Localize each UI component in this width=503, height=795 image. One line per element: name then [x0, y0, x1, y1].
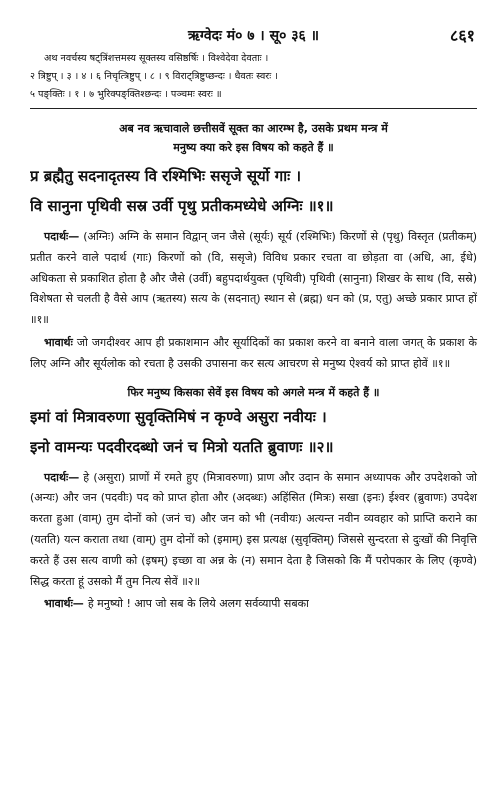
hymn-metadata — [30, 50, 477, 104]
padartha-paragraph — [30, 227, 477, 331]
mantra-line: वि सानुना पृथिवी सस्र उर्वी पृथु प्रतीकमध्येधे अग्निः ॥१॥ — [30, 197, 334, 215]
mantra-line: इनो वामन्यः पदवीरदब्धो जनं च मित्रो यतति ब्रुवाणः ॥२॥ — [30, 437, 334, 456]
padartha-text: हे (असुरा) प्राणों में रमते हुए (मित्रावरुणा) प्राण और उदान के समान अध्यापक और उपदेशको जो (अन्यः) और जन (पदवीः) पद को प्राप्त होता और (अदब्धः) अहिंसित (मित्रः) सखा (इनः) ईश्वर (ब्रुवाणः) उपदेश करता हुआ (वाम्) तुम दोनों को (जनं च) और जन को भी (नवीयः) अत्यन्त नवीन व्यवहार को प्राप्ति कराने का (यतति) यत्न कराता तथा (वाम्) तुम दोनों को (इमाम्) इस प्रत्यक्ष (सुवृक्तिम्) जिससे सुन्दरता से दुःखों की निवृत्ति करते हैं उस सत्य वाणी को (इषम्) इच्छा वा अन्न के (न) समान देता है जिसको कि मैं परोपकार के लिए (कृण्वे) सिद्ध करता हूं उसको मैं तुम नित्य सेवें ॥२॥ — [30, 470, 477, 588]
metadata-line: ५ पङ्क्तिः । १ । ७ भुरिक्पङ्क्तिश्छन्दः । पञ्चमः स्वरः ॥ — [30, 89, 222, 100]
metadata-line: २ त्रिष्टुप् । ३ । ४ । ६ निचृत्त्रिष्टुप् । ८ । ९ विराट्त्रिष्टुप्छन्दः । धैवतः स्वरः । — [30, 71, 278, 82]
bhavartha-paragraph — [30, 594, 477, 615]
mantra-line: इमां वां मित्रावरुणा सुवृक्तिमिषं न कृण्वे असुरा नवीयः । — [30, 407, 327, 426]
page-header — [30, 22, 477, 50]
running-title: ऋग्वेदः मं० ७ । सू० ३६ ॥ — [187, 28, 320, 44]
intro-line: मनुष्य क्या करे इस विषय को कहते हैं ॥ — [173, 141, 334, 154]
intro-line: फिर मनुष्य किसका सेवें इस विषय को अगले मन्त्र में कहते हैं ॥ — [127, 385, 380, 399]
bhavartha-text: हे मनुष्यो ! आप जो सब के लिये अलग सर्वव्यापी सबका — [87, 597, 309, 611]
page-number: ८६१ — [450, 26, 475, 45]
bhavartha-text: जो जगदीश्वर आप ही प्रकाशमान और सूर्यादिकों का प्रकाश करने वा बनाने वाला जगत् के प्रकाश के लिए अग्नि और सूर्यलोक को रचता है उसकी उपासना कर सत्य आचरण से मनुष्य ऐश्वर्य को प्राप्त होवें ॥१॥ — [30, 335, 477, 370]
mantra-block — [30, 402, 477, 462]
bhavartha-paragraph — [30, 333, 477, 375]
padartha-label: पदार्थः— — [44, 230, 80, 243]
padartha-label: पदार्थः— — [44, 470, 80, 484]
bhavartha-label: भावार्थः— — [44, 597, 84, 611]
padartha-text: (अग्निः) अग्नि के समान विद्वान् जन जैसे (सूर्यः) सूर्य (रश्मिभिः) किरणों से (पृथु) विस्तृत (प्रतीकम्) प्रतीत करने वाले पदार्थ (गाः) किरणों को (वि, ससृजे) विविध प्रकार रचता वा छोड़ता वा (अधि, आ, ईधे) अधिकता से प्रकाशित होता है और जैसे (उर्वी) बहुपदार्थयुक्त (पृथिवी) पृथिवी (सानुना) शिखर के साथ (वि, सस्रे) विशेषता से चलती है वैसे आप (ऋतस्य) सत्य के (सदनात्) स्थान से (ब्रह्म) धन को (प्र, एतु) अच्छे प्रकार प्राप्त हों ॥१॥ — [30, 230, 477, 327]
divider — [30, 108, 477, 109]
mantra-line: प्र ब्रह्मैतु सदनादृतस्य वि रश्मिभिः ससृजे सूर्यो गाः । — [30, 167, 302, 185]
mantra-block — [30, 161, 477, 221]
intro-line: अब नव ऋचावाले छत्तीसवें सूक्त का आरम्भ है, उसके प्रथम मन्त्र में — [119, 122, 388, 135]
bhavartha-label: भावार्थः — [44, 335, 73, 349]
padartha-paragraph — [30, 468, 477, 593]
section-intro — [30, 119, 477, 157]
metadata-line: अथ नवर्चस्य षट्त्रिंशत्तमस्य सूक्तस्य वसिष्ठर्षिः । विश्वेदेवा देवताः । — [44, 53, 269, 64]
